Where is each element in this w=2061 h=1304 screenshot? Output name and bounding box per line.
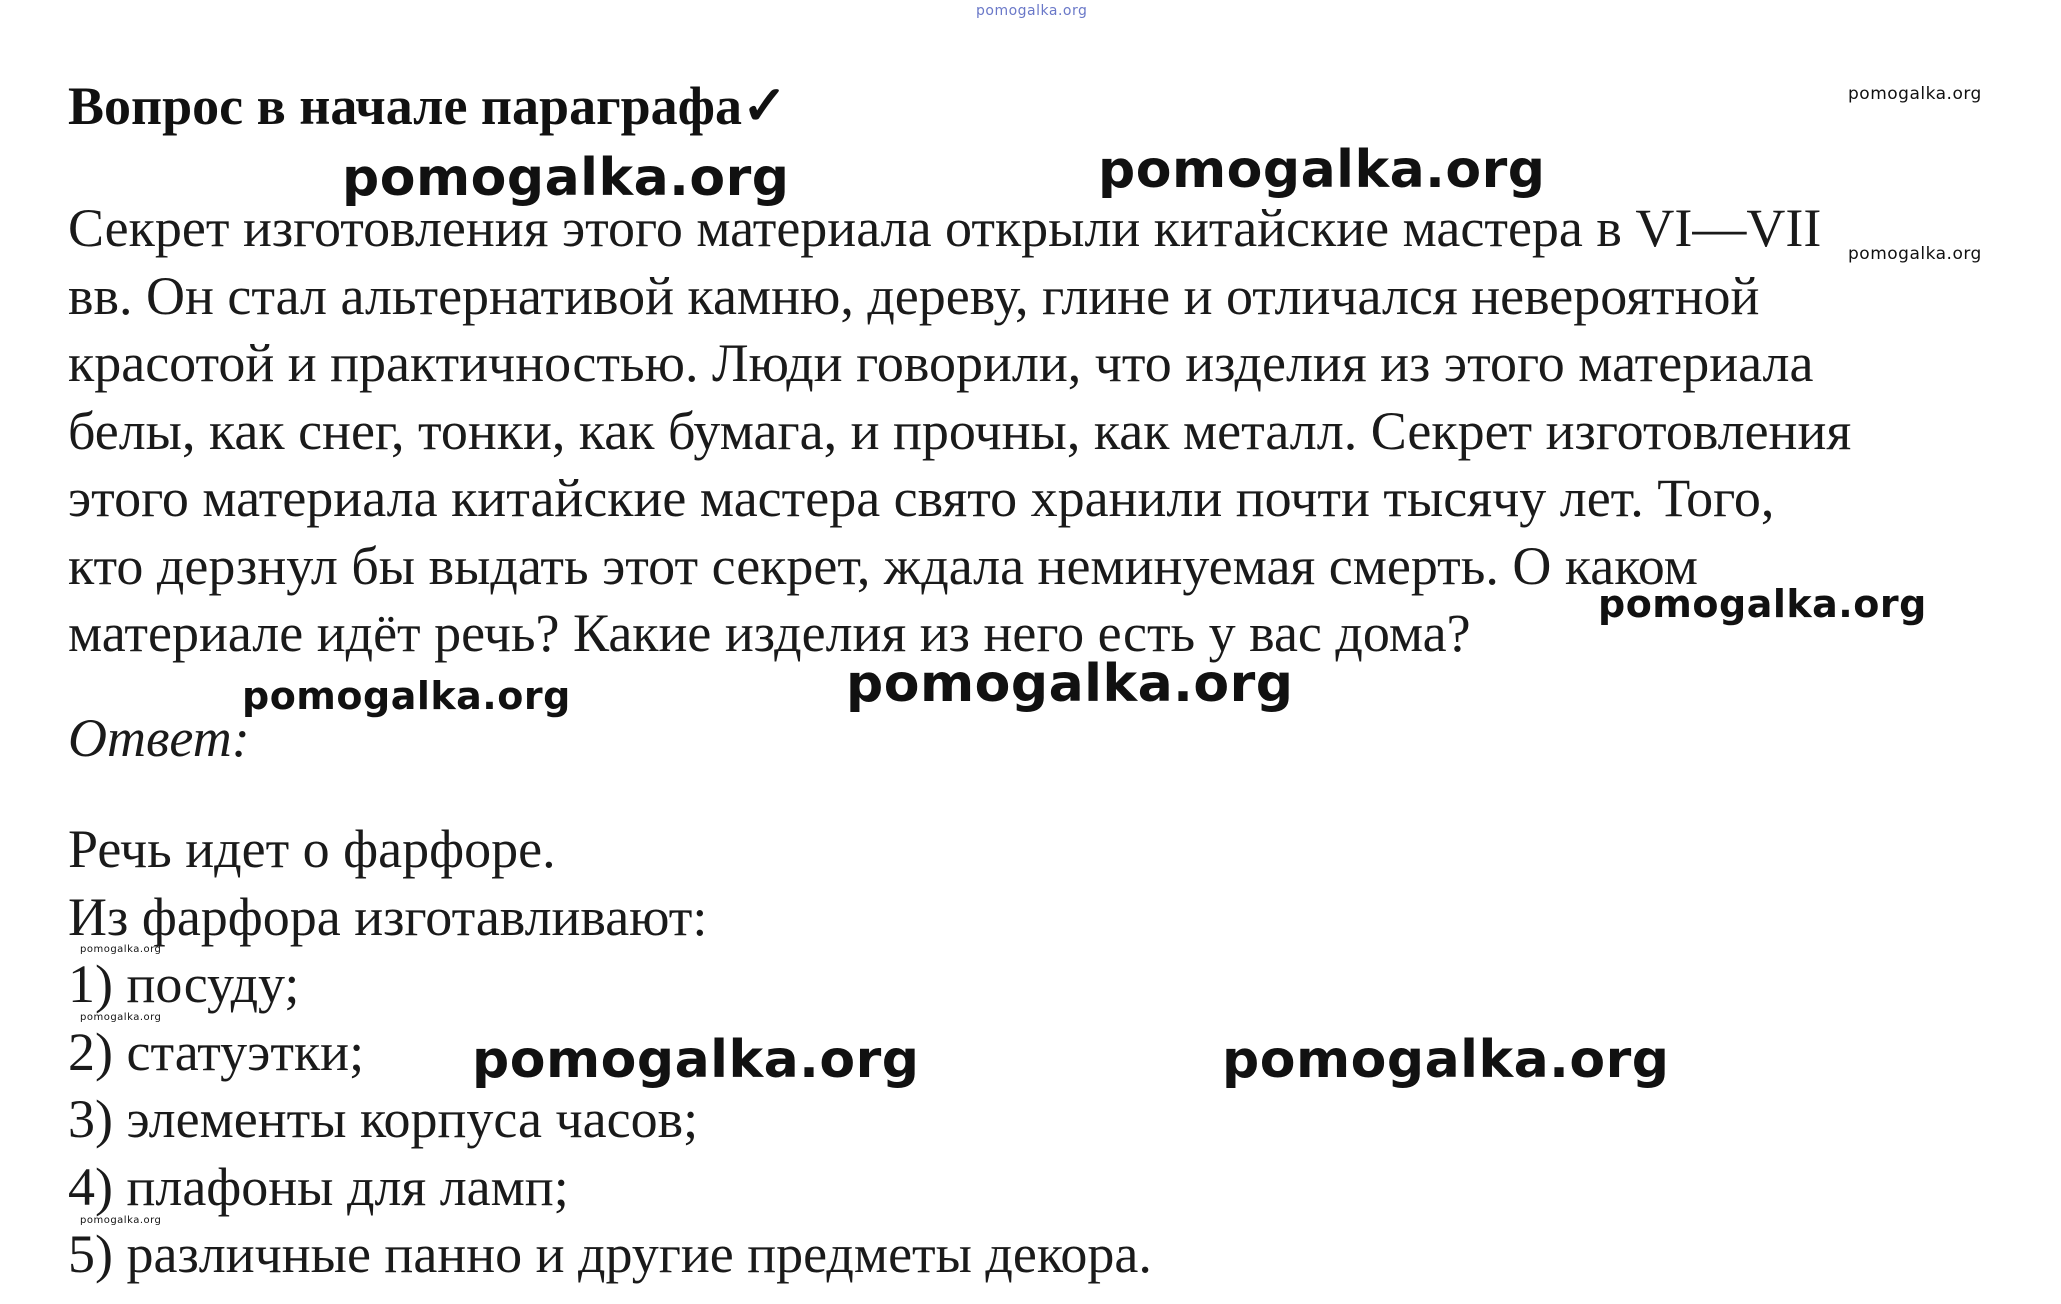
answer-line: 2) статуэтки;	[68, 1021, 365, 1082]
answer-line: Речь идет о фарфоре.	[68, 819, 556, 879]
watermark-top: pomogalka.org	[976, 3, 1088, 19]
watermark: pomogalka.org	[342, 148, 790, 208]
answer-line: Из фарфора изготавливают:	[68, 886, 708, 947]
section-heading	[68, 74, 787, 138]
answer-line: 3) элементы корпуса часов;	[68, 1089, 699, 1149]
answer-line: 1) посуду;	[68, 954, 300, 1014]
answer-line: 5) различные панно и другие предметы декора.	[68, 1224, 1152, 1284]
watermark: pomogalka.org	[1848, 244, 1982, 264]
answer-line: 4) плафоны для ламп;	[68, 1156, 569, 1217]
question-line: вв. Он стал альтернативой камню, дереву, глине и отличался невероятной	[68, 265, 1760, 326]
question-line: материале идёт речь? Какие изделия из него есть у вас дома?	[68, 603, 1471, 663]
watermark: pomogalka.org	[80, 1215, 162, 1226]
watermark: pomogalka.org	[80, 944, 162, 955]
watermark: pomogalka.org	[1098, 140, 1546, 200]
answer-label: Ответ:	[68, 708, 250, 768]
watermark: pomogalka.org	[846, 654, 1294, 714]
watermark: pomogalka.org	[1222, 1030, 1670, 1090]
heading-text: Вопрос в начале параграфа	[68, 76, 742, 136]
watermark: pomogalka.org	[242, 674, 571, 718]
question-line: Секрет изготовления этого материала открыли китайские мастера в VI—VII	[68, 198, 1822, 258]
watermark: pomogalka.org	[472, 1030, 920, 1090]
checkmark-icon: ✓	[742, 76, 788, 136]
question-line: красотой и практичностью. Люди говорили, что изделия из этого материала	[68, 333, 1814, 393]
watermark: pomogalka.org	[1598, 582, 1927, 626]
watermark: pomogalka.org	[80, 1012, 162, 1023]
question-line: кто дерзнул бы выдать этот секрет, ждала неминуемая смерть. О каком	[68, 535, 1698, 596]
question-line: этого материала китайские мастера свято хранили почти тысячу лет. Того,	[68, 468, 1775, 528]
watermark: pomogalka.org	[1848, 84, 1982, 104]
question-line: белы, как снег, тонки, как бумага, и прочны, как металл. Секрет изготовления	[68, 400, 1852, 461]
